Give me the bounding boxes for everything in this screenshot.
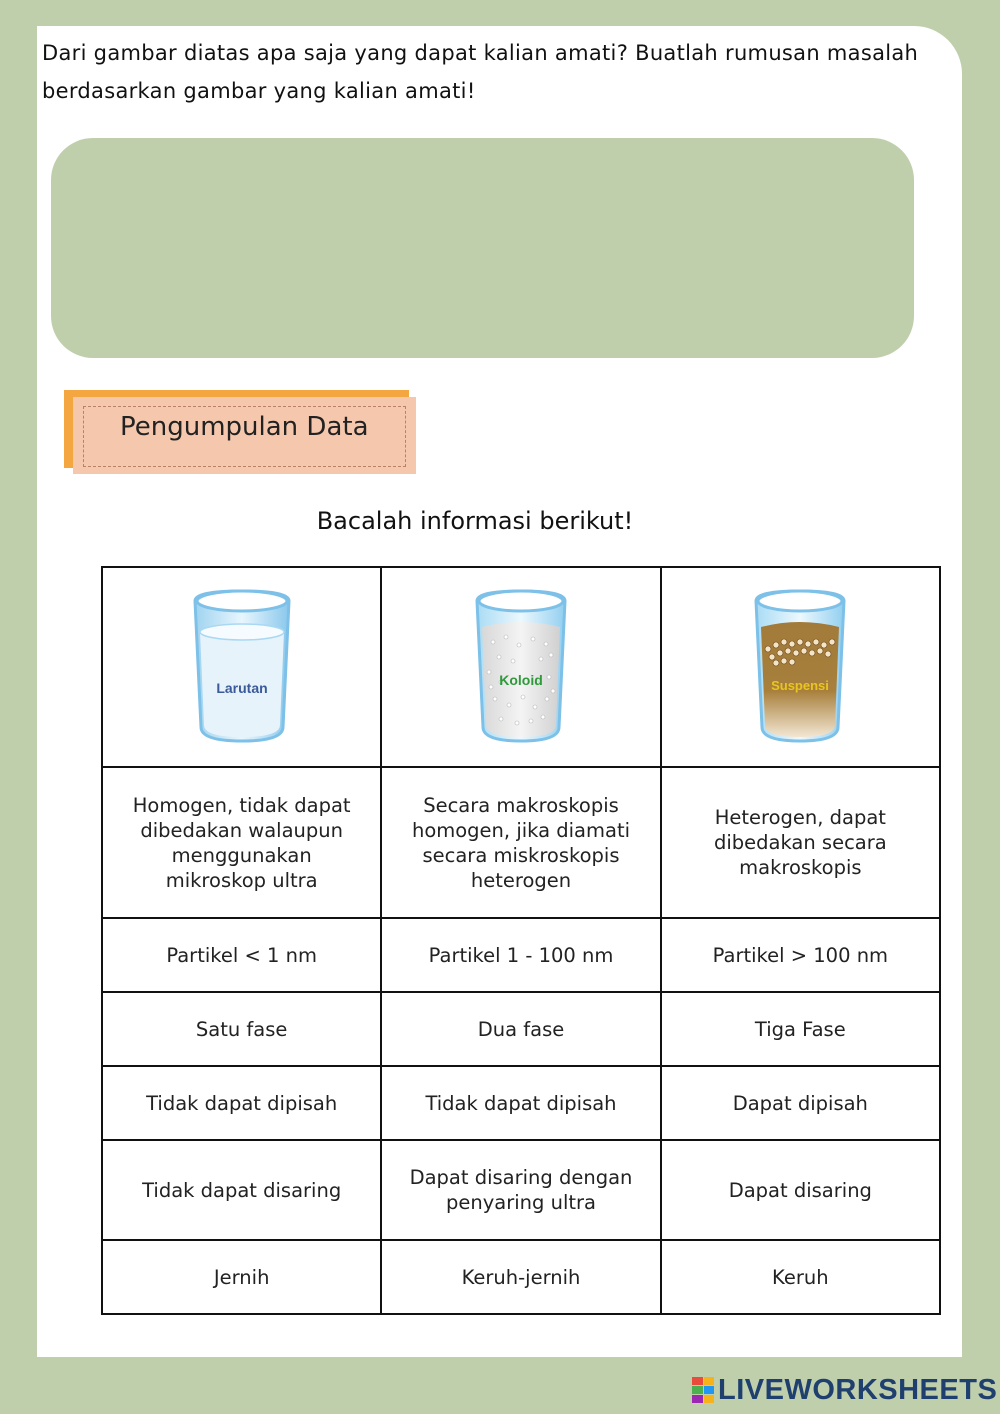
table-row <box>102 767 940 918</box>
liveworksheets-logo[interactable] <box>692 1370 997 1410</box>
table-row <box>102 918 940 992</box>
table-row <box>102 1240 940 1314</box>
logo-text: LIVEWORKSHEETS <box>718 1373 998 1406</box>
beaker-cell <box>381 567 660 767</box>
beaker-label: Suspensi <box>771 678 830 693</box>
table-cell: Homogen, tidak dapat dibedakan walaupun menggunakan mikroskop ultra <box>102 767 381 918</box>
logo-blocks-icon <box>692 1377 714 1403</box>
table-cell: Heterogen, dapat dibedakan secara makroskopis <box>661 767 940 918</box>
table-cell: Tiga Fase <box>661 992 940 1066</box>
table-row <box>102 1140 940 1240</box>
table-cell: Jernih <box>102 1240 381 1314</box>
instruction-text: Bacalah informasi berikut! <box>316 507 634 535</box>
table-cell: Dapat disaring <box>661 1140 940 1240</box>
table-row <box>102 992 940 1066</box>
table-row <box>102 1066 940 1140</box>
table-cell: Partikel 1 - 100 nm <box>381 918 660 992</box>
table-cell: Tidak dapat dipisah <box>102 1066 381 1140</box>
answer-box[interactable] <box>51 138 914 358</box>
table-cell: Dapat dipisah <box>661 1066 940 1140</box>
table-cell: Partikel > 100 nm <box>661 918 940 992</box>
beaker-larutan-image <box>187 587 297 747</box>
table-cell: Keruh <box>661 1240 940 1314</box>
beaker-cell <box>102 567 381 767</box>
beaker-label: Larutan <box>215 680 268 696</box>
table-cell: Dua fase <box>381 992 660 1066</box>
beaker-suspensi-image <box>750 587 850 747</box>
beaker-cell <box>661 567 940 767</box>
table-cell: Secara makroskopis homogen, jika diamati secara miskroskopis heterogen <box>381 767 660 918</box>
question-text: Dari gambar diatas apa saja yang dapat kalian amati? Buatlah rumusan masalah berdasarkan gambar yang kalian amati! <box>42 41 919 103</box>
table-cell: Dapat disaring dengan penyaring ultra <box>381 1140 660 1240</box>
beaker-label: Koloid <box>499 672 543 688</box>
info-table <box>101 566 941 1315</box>
beaker-koloid-image <box>471 587 571 747</box>
table-cell: Keruh-jernih <box>381 1240 660 1314</box>
table-cell: Satu fase <box>102 992 381 1066</box>
table-cell: Tidak dapat dipisah <box>381 1066 660 1140</box>
beaker-row <box>102 567 940 767</box>
section-title: Pengumpulan Data <box>120 412 369 442</box>
table-cell: Partikel < 1 nm <box>102 918 381 992</box>
table-cell: Tidak dapat disaring <box>102 1140 381 1240</box>
